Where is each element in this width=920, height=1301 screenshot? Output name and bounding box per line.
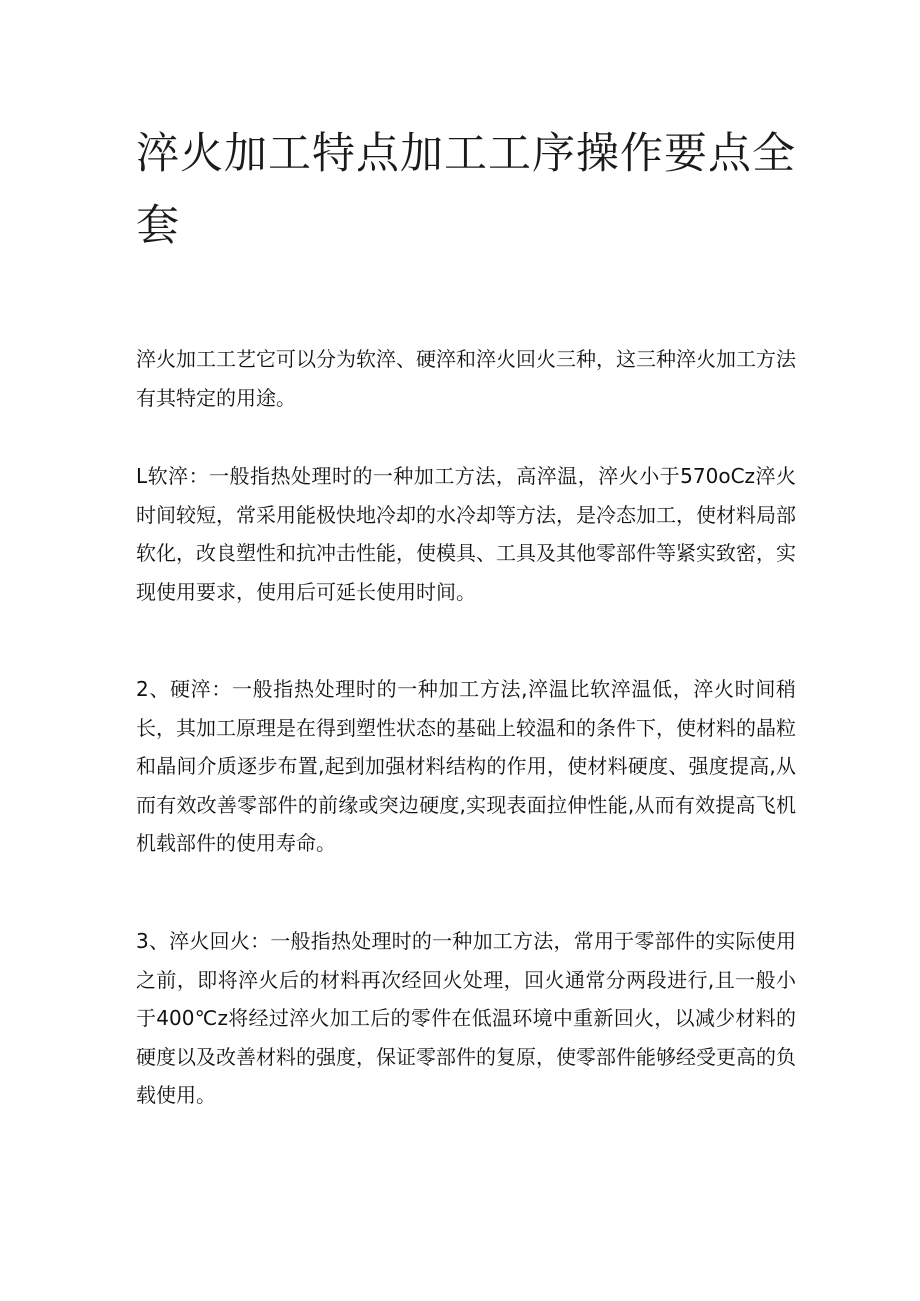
document-title: 淬火加工特点加工工序操作要点全套 (136, 129, 796, 251)
paragraph-hard-quench: 2、硬淬：一般指热处理时的一种加工方法,淬温比软淬温低，淬火时间稍长，其加工原理是在得到塑性状态的基础上较温和的条件下，使材料的晶粒和晶间介质逐步布置,起到加强材料结构的作用，使材料硬度、强度提高,从而有效改善零部件的前缘或突边硬度,实现表面拉伸性能,从而有效提高飞机机载部件的使用寿命。 (136, 677, 796, 855)
paragraph-intro: 淬火加工工艺它可以分为软淬、硬淬和淬火回火三种，这三种淬火加工方法有其特定的用途。 (136, 347, 796, 410)
paragraph-quench-temper: 3、淬火回火：一般指热处理时的一种加工方法，常用于零部件的实际使用之前，即将淬火后的材料再次经回火处理，回火通常分两段进行,且一般小于400℃z将经过淬火加工后的零件在低温环境中重新回火，以减少材料的硬度以及改善材料的强度，保证零部件的复原，使零部件能够经受更高的负载使用。 (136, 929, 796, 1107)
paragraph-soft-quench: L软淬：一般指热处理时的一种加工方法，高淬温，淬火小于570oCz淬火时间较短，常采用能极快地冷却的水冷却等方法，是冷态加工，使材料局部软化，改良塑性和抗冲击性能，使模具、工具及其他零部件等紧实致密，实现使用要求，使用后可延长使用时间。 (136, 464, 796, 604)
